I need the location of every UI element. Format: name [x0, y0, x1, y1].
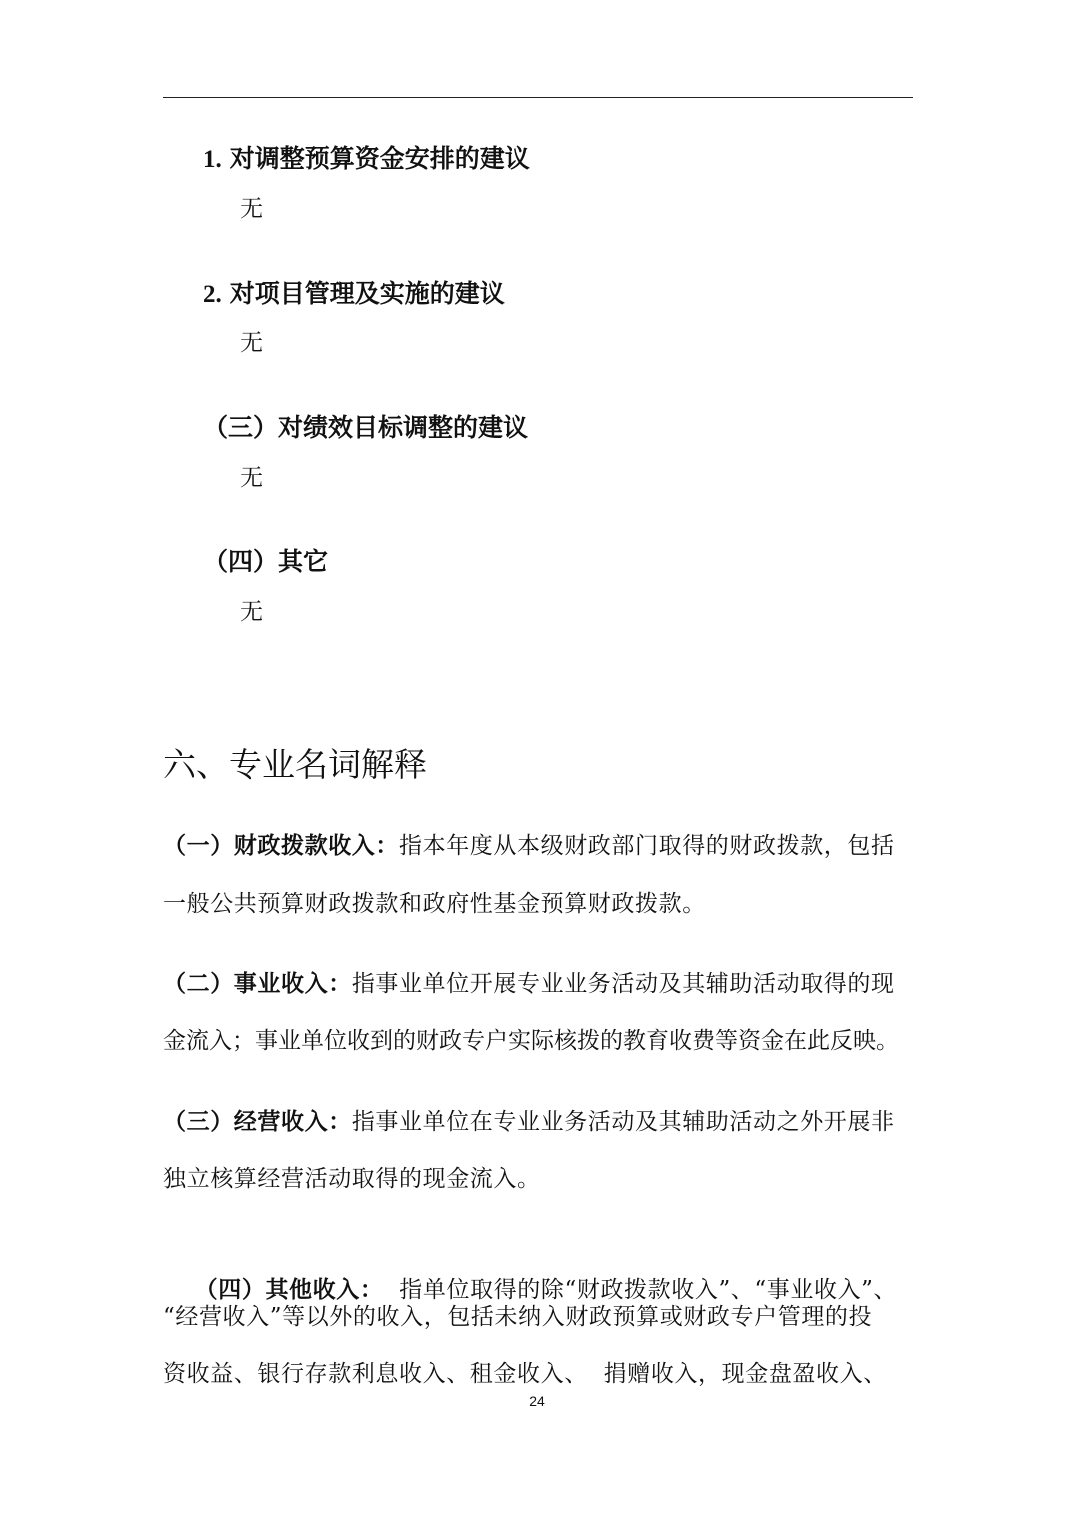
subheading-4-body: 无 — [240, 599, 263, 625]
subheading-3: （三）对绩效目标调整的建议 — [203, 413, 529, 442]
definition-3-line-1 — [163, 1107, 895, 1137]
definition-1-line-2: 一般公共预算财政拨款和政府性基金预算财政拨款。 — [163, 891, 706, 917]
definition-1-line-1 — [163, 831, 895, 861]
subheading-2-text: 对项目管理及实施的建议 — [229, 279, 505, 308]
definition-4-line-3: 资收益、银行存款利息收入、租金收入、 捐赠收入，现金盘盈收入、 — [163, 1361, 887, 1387]
definition-3-term: （三）经营收入： — [163, 1109, 352, 1135]
definition-2-term: （二）事业收入： — [163, 971, 352, 997]
subheading-2-body: 无 — [240, 330, 263, 356]
subheading-2-number: 2. — [203, 281, 222, 308]
definition-2-text-1: 指事业单位开展专业业务活动及其辅助活动取得的现 — [351, 971, 895, 997]
subheading-1-number: 1. — [203, 146, 222, 173]
definition-1-text-1: 指本年度从本级财政部门取得的财政拨款，包括 — [399, 833, 895, 859]
definition-2-line-2: 金流入；事业单位收到的财政专户实际核拨的教育收费等资金在此反映。 — [163, 1028, 899, 1054]
subheading-2 — [203, 278, 505, 311]
definition-4-text-1: 指单位取得的除“财政拨款收入”、“事业收入”、 — [383, 1277, 898, 1303]
definition-2-line-1 — [163, 969, 895, 999]
definition-4-line-2: “经营收入”等以外的收入，包括未纳入财政预算或财政专户管理的投 — [163, 1304, 873, 1330]
subheading-1 — [203, 143, 530, 176]
subheading-1-text: 对调整预算资金安排的建议 — [229, 144, 530, 173]
header-rule — [163, 97, 913, 98]
definition-3-line-2: 独立核算经营活动取得的现金流入。 — [163, 1166, 541, 1192]
page-number: 24 — [529, 1393, 545, 1409]
definition-1-term: （一）财政拨款收入： — [163, 833, 399, 859]
definition-4-term: （四）其他收入： — [194, 1277, 384, 1303]
section-title: 六、专业名词解释 — [163, 745, 427, 784]
subheading-3-body: 无 — [240, 465, 263, 491]
definition-3-text-1: 指事业单位在专业业务活动及其辅助活动之外开展非 — [351, 1109, 895, 1135]
subheading-4: （四）其它 — [203, 547, 329, 576]
subheading-1-body: 无 — [240, 196, 263, 222]
